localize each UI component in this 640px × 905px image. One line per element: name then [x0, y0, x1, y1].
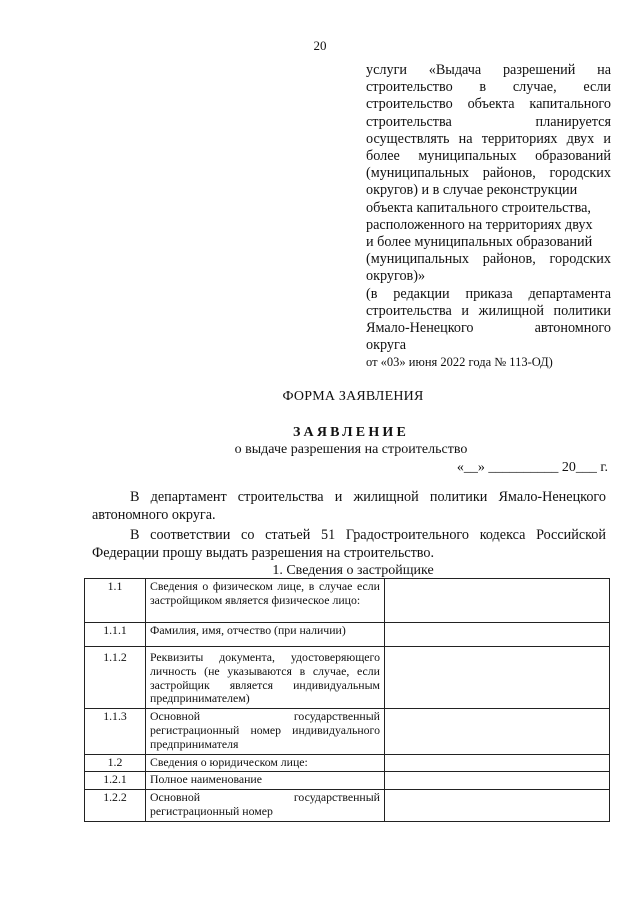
row-description: Фамилия, имя, отчество (при наличии): [146, 623, 385, 647]
addressee-paragraph: [92, 489, 606, 524]
reference-line: (муниципальных районов, городских: [366, 165, 611, 182]
table-row: [85, 623, 610, 647]
row-value-field[interactable]: [385, 772, 610, 790]
table-row: [85, 790, 610, 822]
approval-reference-block: [366, 62, 611, 372]
row-number: 1.2: [85, 754, 146, 772]
row-description: Реквизиты документа, удостоверяющего личность (не указываются в случае, если застройщик является индивидуальным предпринимателем): [146, 647, 385, 709]
reference-line: строительство объекта капитального: [366, 96, 611, 113]
paragraph-line: В соответствии со статьей 51 Градостроительного кодекса Российской: [130, 527, 606, 543]
row-number: 1.1.1: [85, 623, 146, 647]
row-number: 1.2.2: [85, 790, 146, 822]
reference-line: (муниципальных районов, городских: [366, 251, 611, 268]
row-value-field[interactable]: [385, 579, 610, 623]
reference-line: расположенного на территориях двух: [366, 216, 593, 233]
reference-line: Ямало-Ненецкого автономного: [366, 320, 611, 337]
paragraph-line: Федерации прошу выдать разрешения на строительство.: [92, 544, 435, 561]
reference-line: и более муниципальных образований: [366, 234, 593, 251]
row-description: Основной государственный регистрационный номер: [146, 790, 385, 822]
reference-line: округов) и в случае реконструкции: [366, 182, 578, 199]
row-value-field[interactable]: [385, 754, 610, 772]
row-description: Полное наименование: [146, 772, 385, 790]
page-number: 20: [313, 38, 327, 53]
reference-line: округа: [366, 337, 407, 354]
application-subtitle: о выдаче разрешения на строительство: [234, 442, 468, 457]
row-description: Основной государственный регистрационный номер индивидуального предпринимателя: [146, 709, 385, 754]
form-title: ФОРМА ЗАЯВЛЕНИЯ: [282, 389, 424, 404]
reference-line: от «03» июня 2022 года № 113-ОД): [366, 355, 553, 370]
row-value-field[interactable]: [385, 709, 610, 754]
row-value-field[interactable]: [385, 790, 610, 822]
row-number: 1.1: [85, 579, 146, 623]
request-paragraph: [92, 527, 606, 562]
row-value-field[interactable]: [385, 647, 610, 709]
paragraph-line: автономного округа.: [92, 506, 216, 523]
table-row: [85, 709, 610, 754]
reference-line: более муниципальных образований: [366, 148, 611, 165]
row-description: Сведения о физическом лице, в случае если застройщиком является физическое лицо:: [146, 579, 385, 623]
reference-line: округов)»: [366, 268, 426, 285]
developer-info-table: [84, 578, 610, 822]
table-row: [85, 754, 610, 772]
reference-line: строительства и жилищной политики: [366, 302, 611, 319]
reference-line: услуги «Выдача разрешений на: [366, 62, 611, 78]
table-row: [85, 772, 610, 790]
row-number: 1.1.2: [85, 647, 146, 709]
reference-line: (в редакции приказа департамента: [366, 285, 611, 302]
reference-line: осуществлять на территориях двух и: [366, 130, 611, 147]
application-title: ЗАЯВЛЕНИЕ: [292, 425, 410, 440]
reference-line: объекта капитального строительства,: [366, 199, 591, 216]
section-title: 1. Сведения о застройщике: [272, 563, 434, 578]
row-number: 1.1.3: [85, 709, 146, 754]
table-row: [85, 647, 610, 709]
paragraph-line: В департамент строительства и жилищной политики Ямало-Ненецкого: [130, 489, 606, 505]
reference-line: строительство в случае, если: [366, 79, 611, 96]
table-row: [85, 579, 610, 623]
date-line[interactable]: «__» __________ 20___ г.: [456, 460, 608, 475]
row-description: Сведения о юридическом лице:: [146, 754, 385, 772]
reference-line: строительства планируется: [366, 113, 611, 130]
row-number: 1.2.1: [85, 772, 146, 790]
row-value-field[interactable]: [385, 623, 610, 647]
